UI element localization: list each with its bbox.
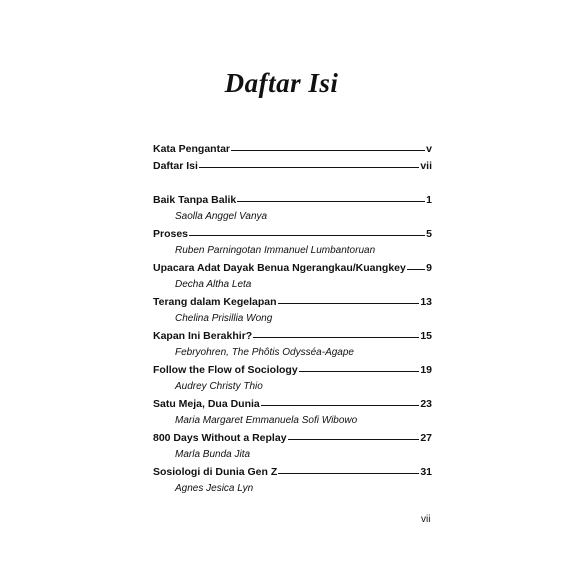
- toc-entry-author: Saolla Anggel Vanya: [175, 211, 268, 222]
- leader-line: [253, 337, 419, 338]
- toc-entry: [153, 228, 432, 245]
- page-number: vii: [421, 514, 431, 525]
- toc-entry-page: 13: [420, 296, 432, 308]
- toc-entry-title: Kata Pengantar: [153, 143, 231, 155]
- toc-entry-title: Kapan Ini Berakhir?: [153, 330, 253, 342]
- toc-entry-author: Agnes Jesica Lyn: [175, 483, 254, 494]
- toc-entry-author: Marla Bunda Jita: [175, 449, 251, 460]
- toc-entry-page: 1: [426, 194, 432, 206]
- leader-line: [199, 167, 419, 168]
- toc-entry: [153, 296, 432, 313]
- toc-entry-author: Decha Altha Leta: [175, 279, 252, 290]
- toc-entry-page: 5: [426, 228, 432, 240]
- leader-line: [278, 473, 419, 474]
- toc-entry-title: Upacara Adat Dayak Benua Ngerangkau/Kuangkey: [153, 262, 406, 274]
- toc-entry-title: Follow the Flow of Sociology: [153, 364, 298, 376]
- toc-entry: [153, 466, 432, 483]
- leader-line: [237, 201, 425, 202]
- table-of-contents: [153, 143, 432, 500]
- page-title: Daftar Isi: [224, 68, 339, 98]
- leader-line: [299, 371, 420, 372]
- chapter-list: [153, 194, 432, 500]
- toc-entry-author: Maria Margaret Emmanuela Sofi Wibowo: [175, 415, 358, 426]
- toc-entry-title: Satu Meja, Dua Dunia: [153, 398, 260, 410]
- toc-entry-title: Baik Tanpa Balik: [153, 194, 237, 206]
- section-spacer: [153, 177, 432, 194]
- toc-entry-author: Febryohren, The Phôtis Odysséa-Agape: [175, 347, 354, 358]
- leader-line: [407, 269, 425, 270]
- toc-entry-page: v: [426, 143, 432, 155]
- toc-entry-kata-pengantar: [153, 143, 432, 160]
- toc-entry-title: Terang dalam Kegelapan: [153, 296, 277, 308]
- leader-line: [231, 150, 425, 151]
- toc-entry-page: 23: [420, 398, 432, 410]
- toc-entry: [153, 262, 432, 279]
- toc-entry-author: Audrey Christy Thio: [175, 381, 263, 392]
- toc-entry-daftar-isi: [153, 160, 432, 177]
- toc-entry-page: 9: [426, 262, 432, 274]
- toc-entry-title: Daftar Isi: [153, 160, 198, 172]
- toc-entry: [153, 398, 432, 415]
- toc-entry: [153, 432, 432, 449]
- toc-entry: [153, 194, 432, 211]
- toc-entry-title: Sosiologi di Dunia Gen Z: [153, 466, 278, 478]
- toc-entry-page: 15: [420, 330, 432, 342]
- toc-entry-page: vii: [420, 160, 432, 172]
- leader-line: [288, 439, 420, 440]
- toc-entry: [153, 330, 432, 347]
- toc-entry-author: Chelina Prisillia Wong: [175, 313, 273, 324]
- leader-line: [261, 405, 420, 406]
- toc-entry-author: Ruben Parningotan Immanuel Lumbantoruan: [175, 245, 376, 256]
- toc-entry-title: 800 Days Without a Replay: [153, 432, 287, 444]
- toc-entry: [153, 364, 432, 381]
- toc-entry-page: 31: [420, 466, 432, 478]
- leader-line: [278, 303, 420, 304]
- toc-entry-page: 19: [420, 364, 432, 376]
- toc-entry-page: 27: [420, 432, 432, 444]
- leader-line: [189, 235, 425, 236]
- toc-entry-title: Proses: [153, 228, 189, 240]
